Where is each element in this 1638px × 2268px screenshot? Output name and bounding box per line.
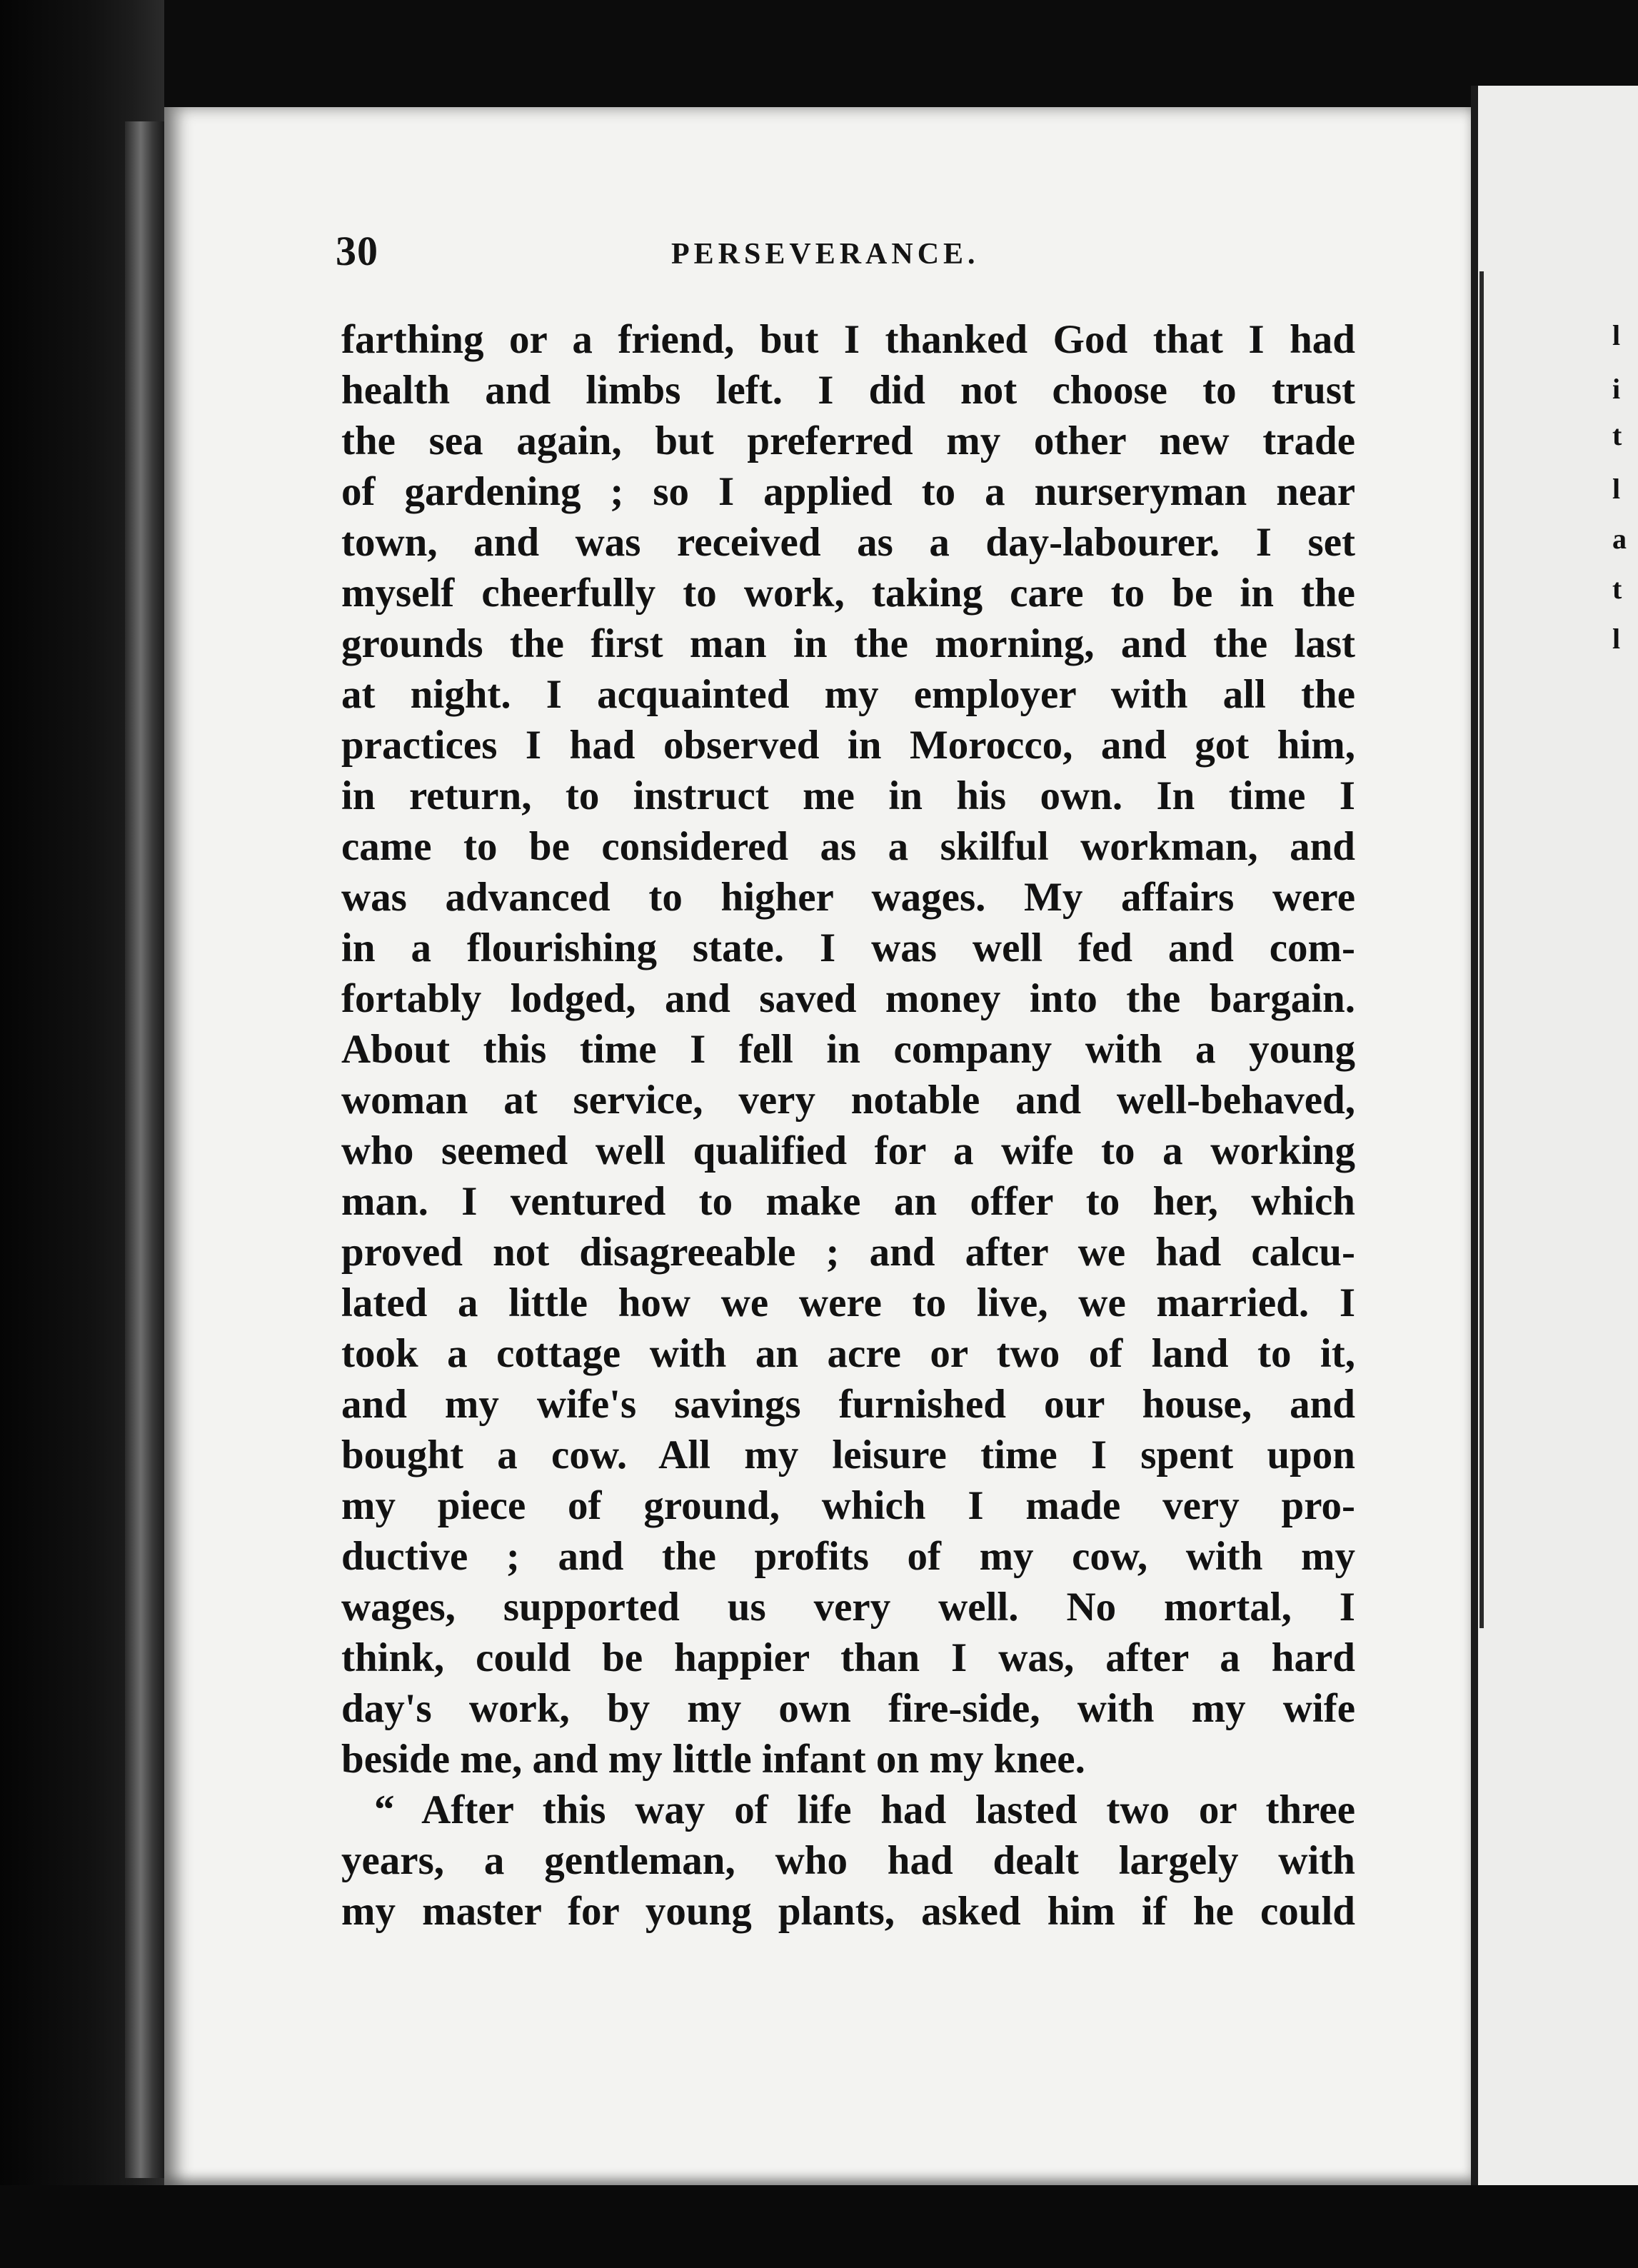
- text-line: the sea again, but preferred my other new trade: [341, 418, 1355, 463]
- text-line: town, and was received as a day-labourer. I set: [341, 520, 1355, 565]
- facing-page-fragment: t: [1612, 419, 1622, 451]
- facing-page-fragment: i: [1612, 373, 1621, 405]
- facing-page-fragment: a: [1612, 523, 1627, 555]
- scanner-background-bottom: [0, 2185, 1638, 2268]
- text-line: myself cheerfully to work, taking care to be in the: [341, 571, 1355, 616]
- text-line: health and limbs left. I did not choose to trust: [341, 368, 1355, 413]
- text-line: beside me, and my little infant on my knee.: [341, 1737, 1085, 1782]
- facing-page-fragment: l: [1612, 319, 1621, 351]
- facing-page-fragment: l: [1612, 623, 1621, 655]
- text-line: man. I ventured to make an offer to her, which: [341, 1179, 1355, 1224]
- text-line: years, a gentleman, who had dealt largely with: [341, 1838, 1355, 1883]
- running-title: PERSEVERANCE.: [671, 238, 980, 271]
- text-line: About this time I fell in company with a young: [341, 1027, 1355, 1072]
- text-line: and my wife's savings furnished our house, and: [341, 1382, 1355, 1427]
- text-line: farthing or a friend, but I thanked God that I had: [341, 317, 1355, 362]
- book-binding: [125, 121, 164, 2178]
- text-line: ductive ; and the profits of my cow, with my: [341, 1534, 1355, 1579]
- text-line: lated a little how we were to live, we married. I: [341, 1280, 1355, 1325]
- facing-page-edge: [1479, 271, 1484, 1628]
- text-line: who seemed well qualified for a wife to a working: [341, 1128, 1355, 1173]
- facing-page-fragment: t: [1612, 573, 1622, 605]
- text-line: in a flourishing state. I was well fed and com-: [341, 925, 1355, 970]
- text-line: in return, to instruct me in his own. In time I: [341, 773, 1355, 818]
- page-header: [336, 227, 1350, 284]
- text-line: came to be considered as a skilful workman, and: [341, 824, 1355, 869]
- text-line: grounds the first man in the morning, and the last: [341, 621, 1355, 666]
- text-line: was advanced to higher wages. My affairs were: [341, 875, 1355, 920]
- text-line: bought a cow. All my leisure time I spent upon: [341, 1432, 1355, 1477]
- text-line: my piece of ground, which I made very pro-: [341, 1483, 1355, 1528]
- page-gutter: [1471, 86, 1478, 2199]
- body-text: [341, 314, 1355, 1937]
- text-line: took a cottage with an acre or two of land to it,: [341, 1331, 1355, 1376]
- facing-page-fragment: l: [1612, 473, 1621, 505]
- text-line: my master for young plants, asked him if he could: [341, 1889, 1355, 1934]
- text-line: wages, supported us very well. No mortal, I: [341, 1585, 1355, 1630]
- text-line: day's work, by my own fire-side, with my wife: [341, 1686, 1355, 1731]
- text-line: think, could be happier than I was, after a hard: [341, 1635, 1355, 1680]
- text-line: woman at service, very notable and well-behaved,: [341, 1078, 1355, 1123]
- text-line: practices I had observed in Morocco, and got him,: [341, 723, 1355, 768]
- page-number: 30: [336, 228, 378, 274]
- text-line: of gardening ; so I applied to a nurseryman near: [341, 469, 1355, 514]
- text-line: fortably lodged, and saved money into the bargain.: [341, 976, 1355, 1021]
- paragraph-start-line: “ After this way of life had lasted two or three: [374, 1787, 1355, 1832]
- text-line: at night. I acquainted my employer with all the: [341, 672, 1355, 717]
- text-line: proved not disagreeable ; and after we had calcu-: [341, 1230, 1355, 1275]
